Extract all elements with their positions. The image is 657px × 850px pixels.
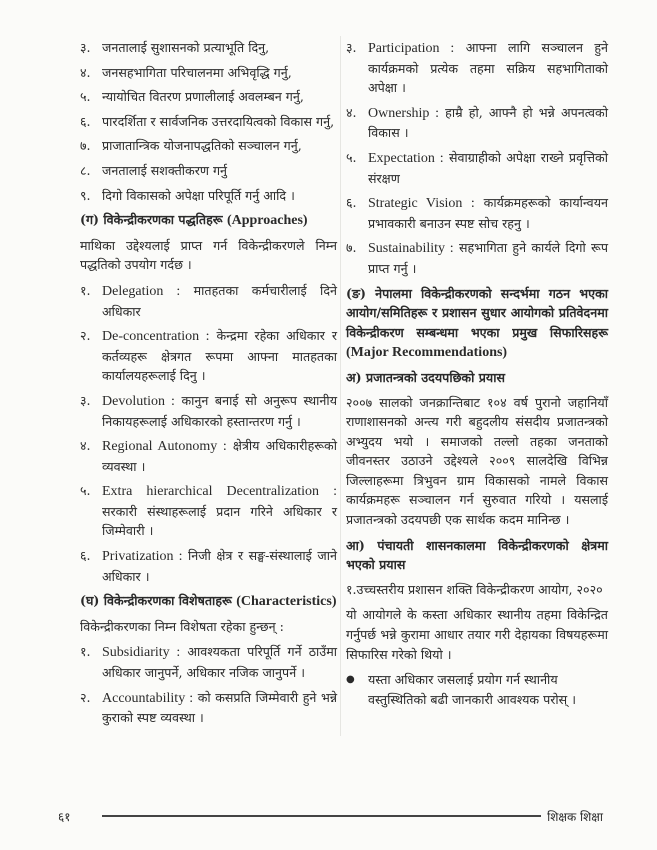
- list-item: ४. Ownership : हाम्रै हो, आफ्नै हो भन्ने अपनत्वको विकास ।: [346, 104, 608, 141]
- subsection-heading-aa: आ) पंचायती शासनकालमा विकेन्द्रीकरणको क्षेत्रमा भएको प्रयास: [346, 537, 608, 573]
- characteristics-list: [80, 642, 337, 727]
- recommendations-heading: (ङ) नेपालमा विकेन्द्रीकरणको सन्दर्भमा गठन भएका आयोग/समितिहरू र प्रशासन सुधार आयोगको प्रतिवेदनमा विकेन्द्रीकरण सम्बन्धमा भएका प्रमुख सिफारिसहरू (Major Recommendations): [346, 285, 608, 361]
- list-item: ३. जनतालाई सुशासनको प्रत्याभूति दिनु,: [80, 40, 270, 55]
- bullet-item: ● यस्ता अधिकार जसलाई प्रयोग गर्न स्थानीय वस्तुस्थितिको बढी जानकारी आवश्यक परोस् ।: [346, 670, 608, 709]
- footer-rule: [102, 815, 541, 817]
- list-item: ८. जनतालाई सशक्तीकरण गर्नु: [80, 162, 228, 178]
- characteristics-heading: (घ) विकेन्द्रीकरणका विशेषताहरू (Characteristics): [80, 593, 337, 610]
- approaches-list: [80, 281, 337, 586]
- right-column: [346, 38, 608, 709]
- characteristics-intro: विकेन्द्रीकरणका निम्न विशेषता रहेका हुन्छन् :: [80, 618, 284, 634]
- list-item: ७. Sustainability : सहभागिता हुने कार्यले दिगो रूप प्राप्त गर्नु ।: [346, 240, 608, 276]
- objectives-list: [80, 38, 337, 205]
- list-item: ३. Devolution : कानुन बनाई सो अनुरूप स्थानीय निकायहरूलाई अधिकारको हस्तान्तरण गर्नु ।: [80, 392, 337, 429]
- left-column: [80, 38, 337, 733]
- bullet-icon: ●: [346, 674, 355, 686]
- list-item: ४. जनसहभागिता परिचालनमा अभिवृद्धि गर्नु,: [80, 64, 292, 80]
- approaches-intro: माथिका उद्देश्यलाई प्राप्त गर्न विकेन्द्रीकरणले निम्न पद्धतिको उपयोग गर्दछ ।: [80, 237, 337, 273]
- list-item: २. De-concentration : केन्द्रमा रहेका अधिकार र कर्तव्यहरू क्षेत्रगत रूपमा आफ्ना मातहतका कार्यालयहरूलाई दिनु ।: [80, 328, 337, 384]
- commission-title: १.उच्चस्तरीय प्रशासन शक्ति विकेन्द्रीकरण आयोग, २०२०: [346, 581, 603, 597]
- list-item: ६. Strategic Vision : कार्यक्रमहरूको कार्यान्वयन प्रभावकारी बनाउन स्पष्ट सोच रहनु ।: [346, 195, 608, 231]
- list-item: ४. Regional Autonomy : क्षेत्रीय अधिकारीहरूको व्यवस्था ।: [80, 438, 337, 474]
- subsection-heading-a: अ) प्रजातन्त्रको उदयपछिको प्रयास: [346, 369, 505, 385]
- subsection-a-paragraph: २००७ सालको जनक्रान्तिबाट १०४ वर्ष पुरानो जहानियाँ राणाशासनको अन्त्य गरी बहुदलीय संसदीय प्रजातन्त्रको अभ्युदय भयो । समाजको तल्लो तहका जनताको जीवनस्तर उठाउने उद्देश्यले २००९ सालदेखि विभिन्न जिल्लाहरूमा त्रिभुवन ग्राम विकासको नामले विकास कार्यक्रमहरू सञ्चालन गर्न सुरुवात गरियो । यसलाई प्रजातन्त्रको उदयपछी एक सार्थक कदम मानिन्छ ।: [346, 394, 608, 528]
- list-item: ५. Extra hierarchical Decentralization : सरकारी संस्थाहरूलाई प्रदान गरिने अधिकार र जिम्मेवारी ।: [80, 483, 337, 539]
- page-number: ६१: [58, 809, 71, 824]
- list-item: २. Accountability : को कसप्रति जिम्मेवारी हुने भन्ने कुराको स्पष्ट व्यवस्था ।: [80, 689, 337, 726]
- list-item: ७. प्राजातान्त्रिक योजनापद्धतिको सञ्चालन गर्नु,: [80, 138, 302, 154]
- list-item: ५. Expectation : सेवाग्राहीको अपेक्षा राख्ने प्रवृत्तिको संरक्षण: [346, 149, 608, 186]
- commission-paragraph: यो आयोगले के कस्ता अधिकार स्थानीय तहमा विकेन्द्रित गर्नुपर्छ भन्ने कुरामा आधार तयार गरी देहायका विषयहरूमा सिफारिस गरेको थियो ।: [346, 607, 608, 662]
- list-item: ३. Participation : आफ्ना लागि सञ्चालन हुने कार्यक्रमको प्रत्येक तहमा सक्रिय सहभागिताको अपेक्षा ।: [346, 40, 608, 96]
- list-item: ६. Privatization : निजी क्षेत्र र सङ्घ-संस्थालाई जाने अधिकार ।: [80, 548, 337, 584]
- list-item: ५. न्यायोचित वितरण प्रणालीलाई अवलम्बन गर्नु,: [80, 89, 304, 105]
- characteristics-list-continued: [346, 38, 608, 279]
- approaches-heading: (ग) विकेन्द्रीकरणका पद्धतिहरू (Approaches): [80, 212, 308, 229]
- book-title: शिक्षक शिक्षा: [547, 809, 603, 824]
- column-divider: [340, 36, 341, 736]
- list-item: १. Delegation : मातहतका कर्मचारीलाई दिने अधिकार: [80, 282, 337, 319]
- list-item: ९. दिगो विकासको अपेक्षा परिपूर्ति गर्नु आदि ।: [80, 187, 295, 203]
- page-footer: [58, 806, 603, 826]
- list-item: १. Subsidiarity : आवश्यकता परिपूर्ति गर्ने ठाउँमा अधिकार जानुपर्ने, अधिकार नजिक जानुपर्ने ।: [80, 644, 337, 681]
- list-item: ६. पारदर्शिता र सार्वजनिक उत्तरदायित्वको विकास गर्नु,: [80, 113, 335, 129]
